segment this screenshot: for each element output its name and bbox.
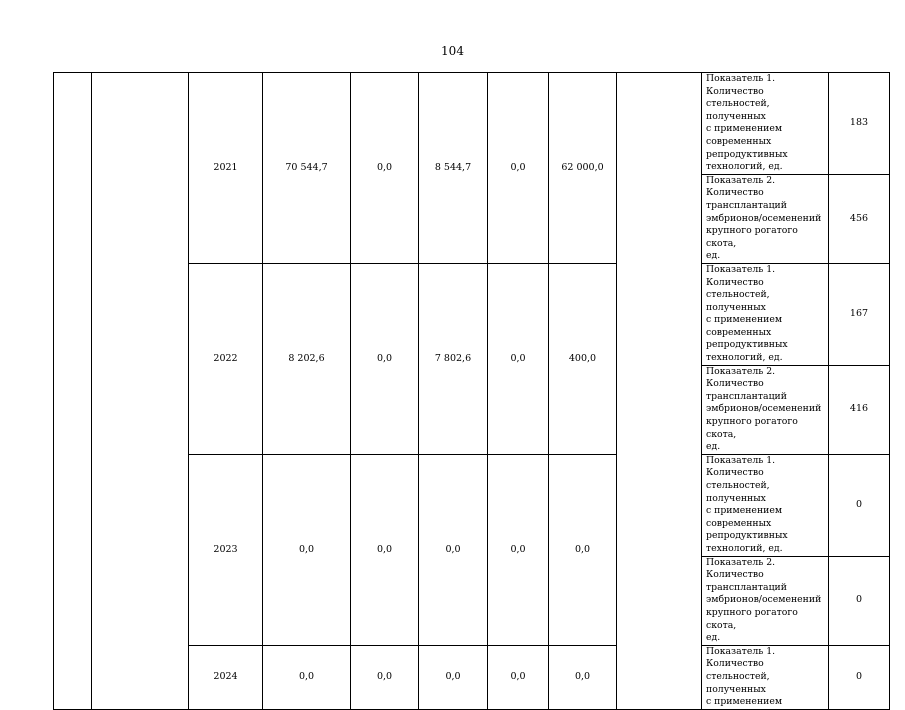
indicator-text: Показатель 2. Количество трансплантаций эмбрионов/осеменений крупного рогатого скота, ед.: [702, 174, 829, 263]
indicator-text: Показатель 2. Количество трансплантаций эмбрионов/осеменений крупного рогатого скота, ед.: [702, 365, 829, 454]
municipal-cell: 0,0: [488, 263, 549, 454]
year-cell: 2024: [189, 645, 263, 709]
year-cell: 2023: [189, 454, 263, 645]
executor-cell: [617, 73, 702, 710]
indicator-value: 0: [829, 645, 890, 709]
regional-cell: 0,0: [419, 645, 488, 709]
indicator-text: Показатель 2. Количество трансплантаций эмбрионов/осеменений крупного рогатого скота, ед.: [702, 556, 829, 645]
federal-cell: 0,0: [351, 454, 419, 645]
federal-cell: 0,0: [351, 645, 419, 709]
total-cell: 0,0: [263, 454, 351, 645]
regional-cell: 0,0: [419, 454, 488, 645]
program-table: [53, 72, 890, 710]
indicator-value: 416: [829, 365, 890, 454]
page-number: 104: [441, 44, 464, 58]
indicator-value: 0: [829, 454, 890, 556]
extrabudget-cell: 62 000,0: [549, 73, 617, 264]
number-cell: [54, 73, 92, 710]
municipal-cell: 0,0: [488, 645, 549, 709]
indicator-value: 183: [829, 73, 890, 175]
year-cell: 2021: [189, 73, 263, 264]
total-cell: 0,0: [263, 645, 351, 709]
municipal-cell: 0,0: [488, 454, 549, 645]
name-cell: [92, 73, 189, 710]
year-cell: 2022: [189, 263, 263, 454]
regional-cell: 7 802,6: [419, 263, 488, 454]
table-row: [54, 73, 890, 175]
federal-cell: 0,0: [351, 73, 419, 264]
federal-cell: 0,0: [351, 263, 419, 454]
extrabudget-cell: 0,0: [549, 454, 617, 645]
indicator-text: Показатель 1. Количество стельностей, полученных с применением: [702, 645, 829, 709]
regional-cell: 8 544,7: [419, 73, 488, 264]
indicator-text: Показатель 1. Количество стельностей, полученных с применением современных репродуктивных технологий, ед.: [702, 454, 829, 556]
indicator-text: Показатель 1. Количество стельностей, полученных с применением современных репродуктивных технологий, ед.: [702, 263, 829, 365]
total-cell: 8 202,6: [263, 263, 351, 454]
indicator-value: 456: [829, 174, 890, 263]
extrabudget-cell: 400,0: [549, 263, 617, 454]
total-cell: 70 544,7: [263, 73, 351, 264]
extrabudget-cell: 0,0: [549, 645, 617, 709]
indicator-text: Показатель 1. Количество стельностей, полученных с применением современных репродуктивных технологий, ед.: [702, 73, 829, 175]
municipal-cell: 0,0: [488, 73, 549, 264]
indicator-value: 0: [829, 556, 890, 645]
indicator-value: 167: [829, 263, 890, 365]
